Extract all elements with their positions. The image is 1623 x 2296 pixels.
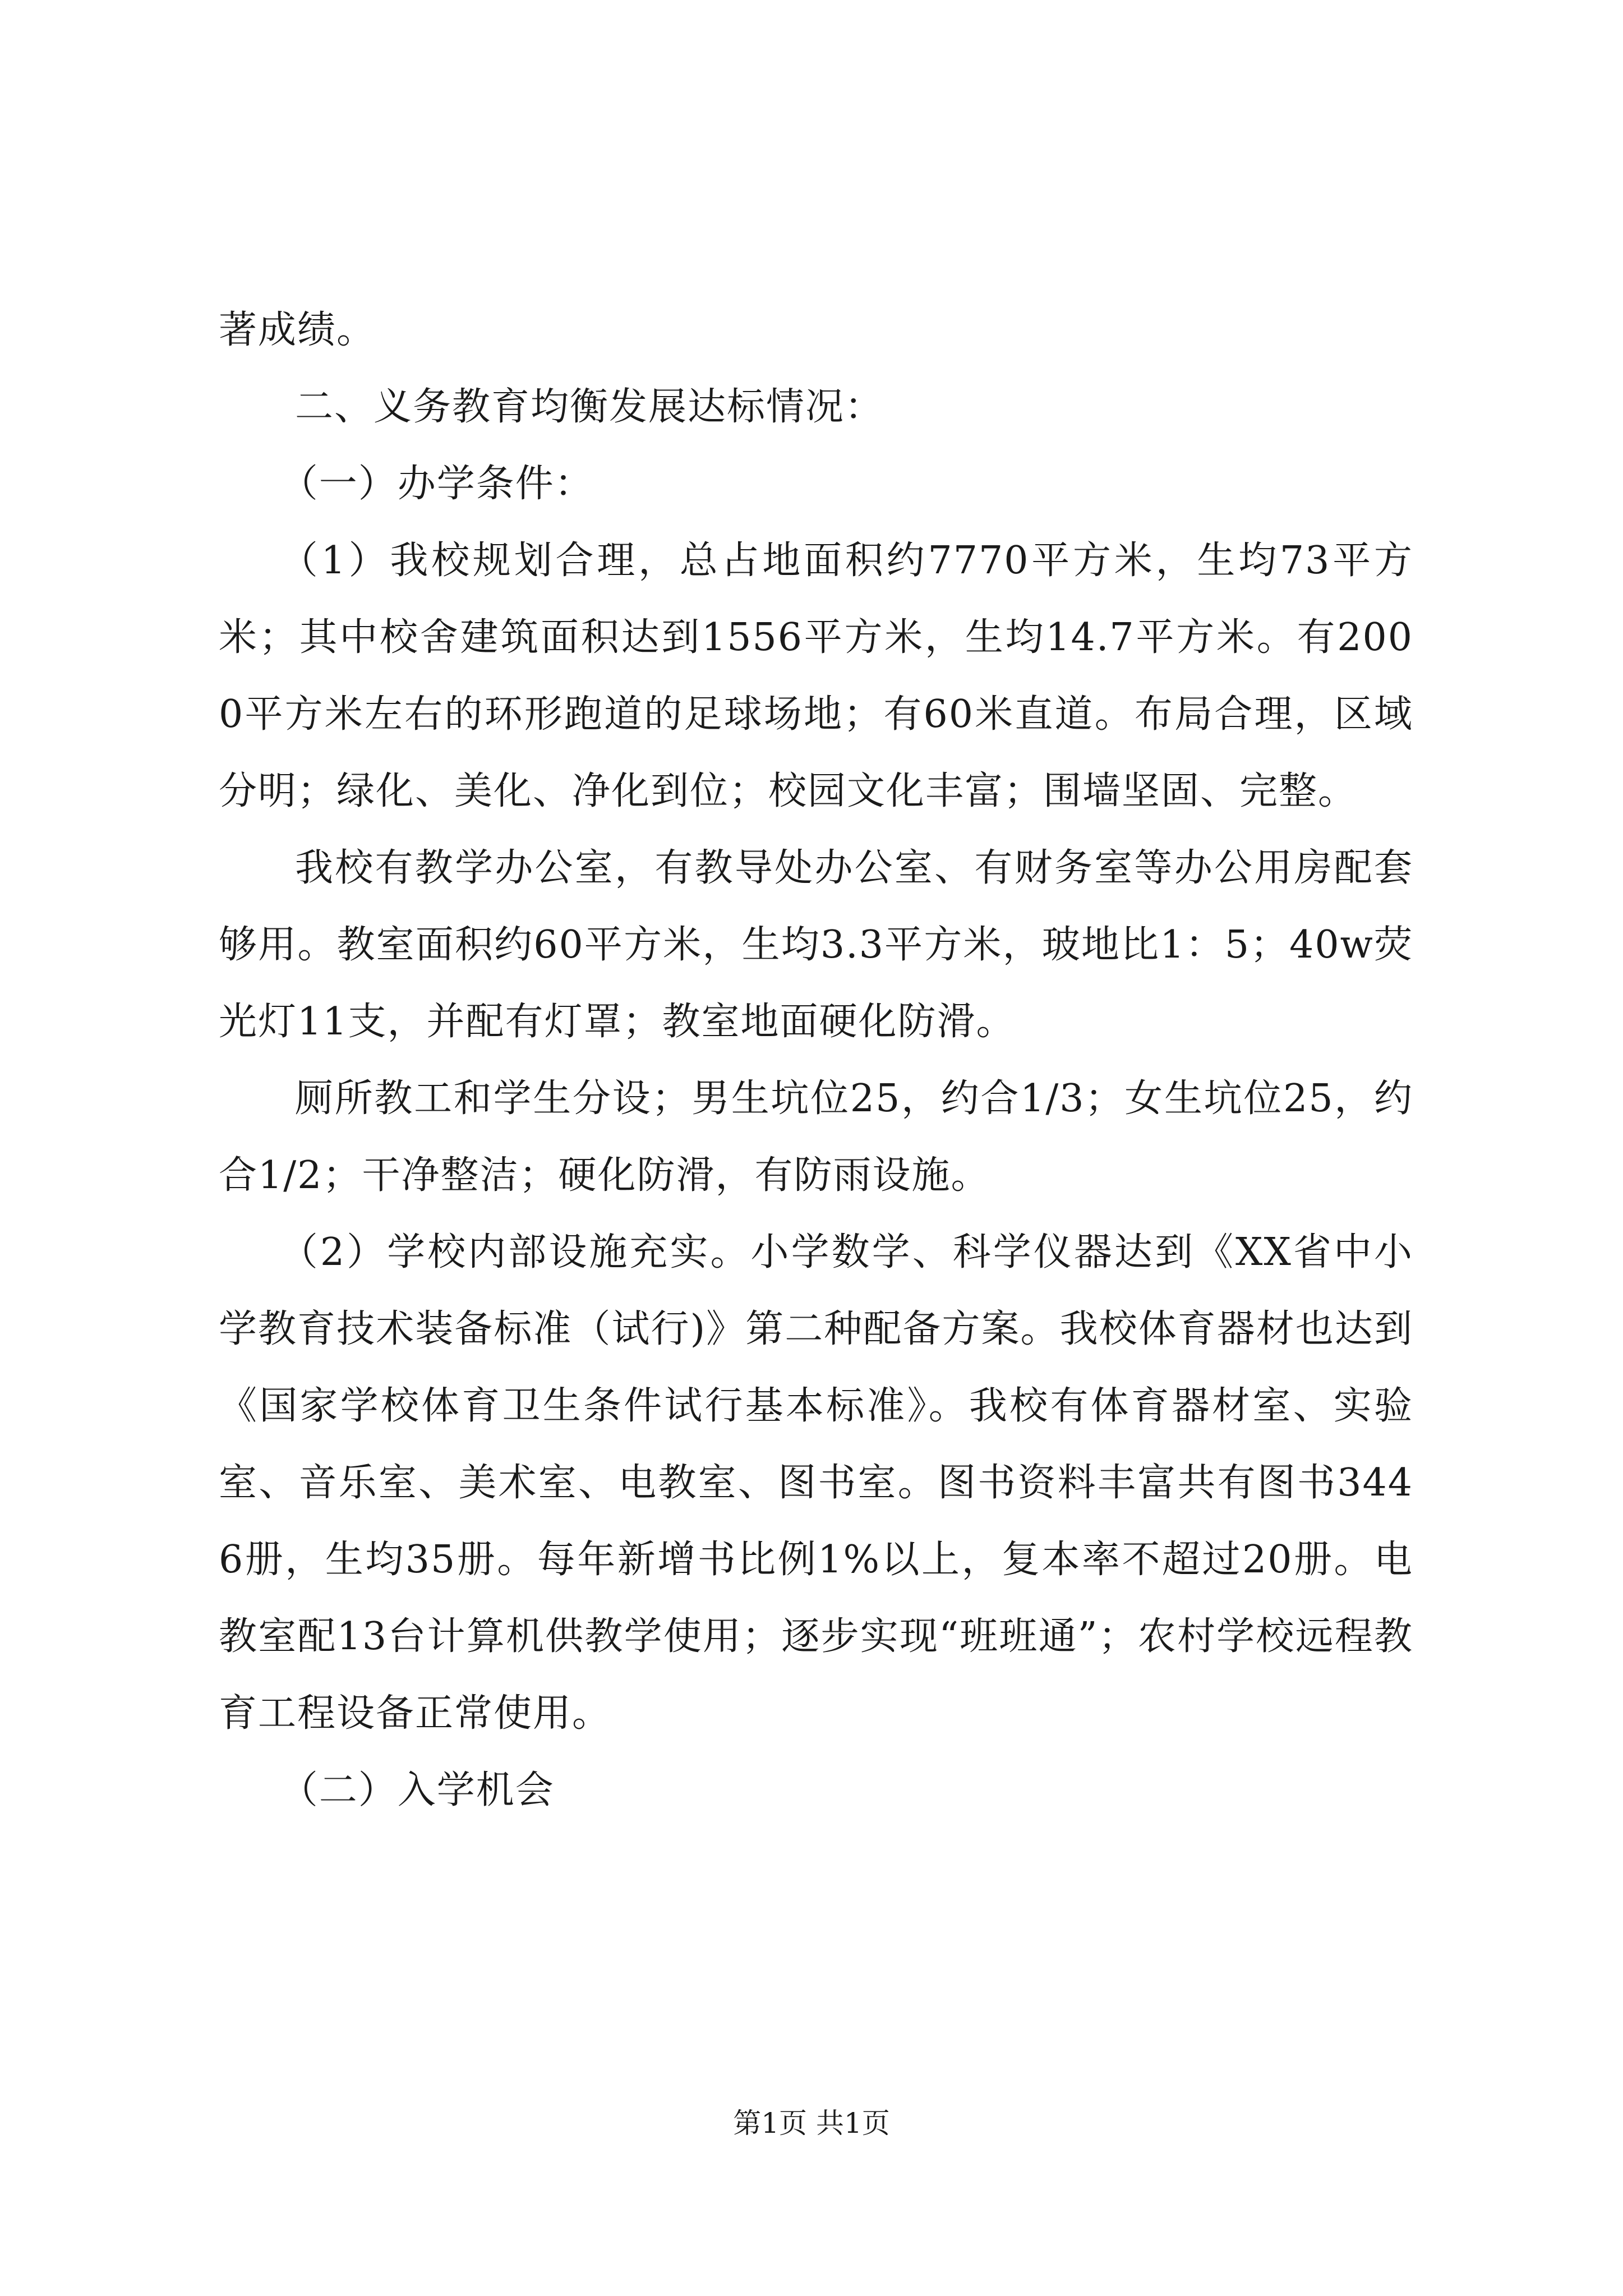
subsection-heading-conditions: （一）办学条件：: [279, 462, 594, 506]
subsection-heading-enrollment: （二）入学机会: [279, 1768, 555, 1812]
paragraph-continuation: 著成绩。: [219, 308, 376, 352]
page-footer: 第1页 共1页: [733, 2107, 890, 2139]
section-heading: 二、义务教育均衡发展达标情况：: [295, 385, 884, 429]
paragraph-campus-planning: （1）我校规划合理，总占地面积约7770平方米，生均73平方米；其中校舍建筑面积达到1556平方米，生均14.7平方米。有2000平方米左右的环形跑道的足球场地；有60米直道。布局合理，区域分明；绿化、美化、净化到位；校园文化丰富；围墙坚固、完整。: [219, 539, 1413, 813]
paragraph-toilets: 厕所教工和学生分设；男生坑位25，约合1/3；女生坑位25，约合1/2；干净整洁；硬化防滑，有防雨设施。: [219, 1076, 1413, 1198]
document-body: [219, 292, 1413, 1829]
paragraph-internal-facilities: （2）学校内部设施充实。小学数学、科学仪器达到《XX省中小学教育技术装备标准（试行)》第二种配备方案。我校体育器材也达到《国家学校体育卫生条件试行基本标准》。我校有体育器材室、实验室、音乐室、美术室、电教室、图书室。图书资料丰富共有图书3446册，生均35册。每年新增书比例1%以上，复本率不超过20册。电教室配13台计算机供教学使用；逐步实现“班班通”；农村学校远程教育工程设备正常使用。: [219, 1230, 1413, 1736]
paragraph-offices-classrooms: 我校有教学办公室，有教导处办公室、有财务室等办公用房配套够用。教室面积约60平方米，生均3.3平方米，玻地比1：5；40w荧光灯11支，并配有灯罩；教室地面硬化防滑。: [219, 846, 1413, 1044]
